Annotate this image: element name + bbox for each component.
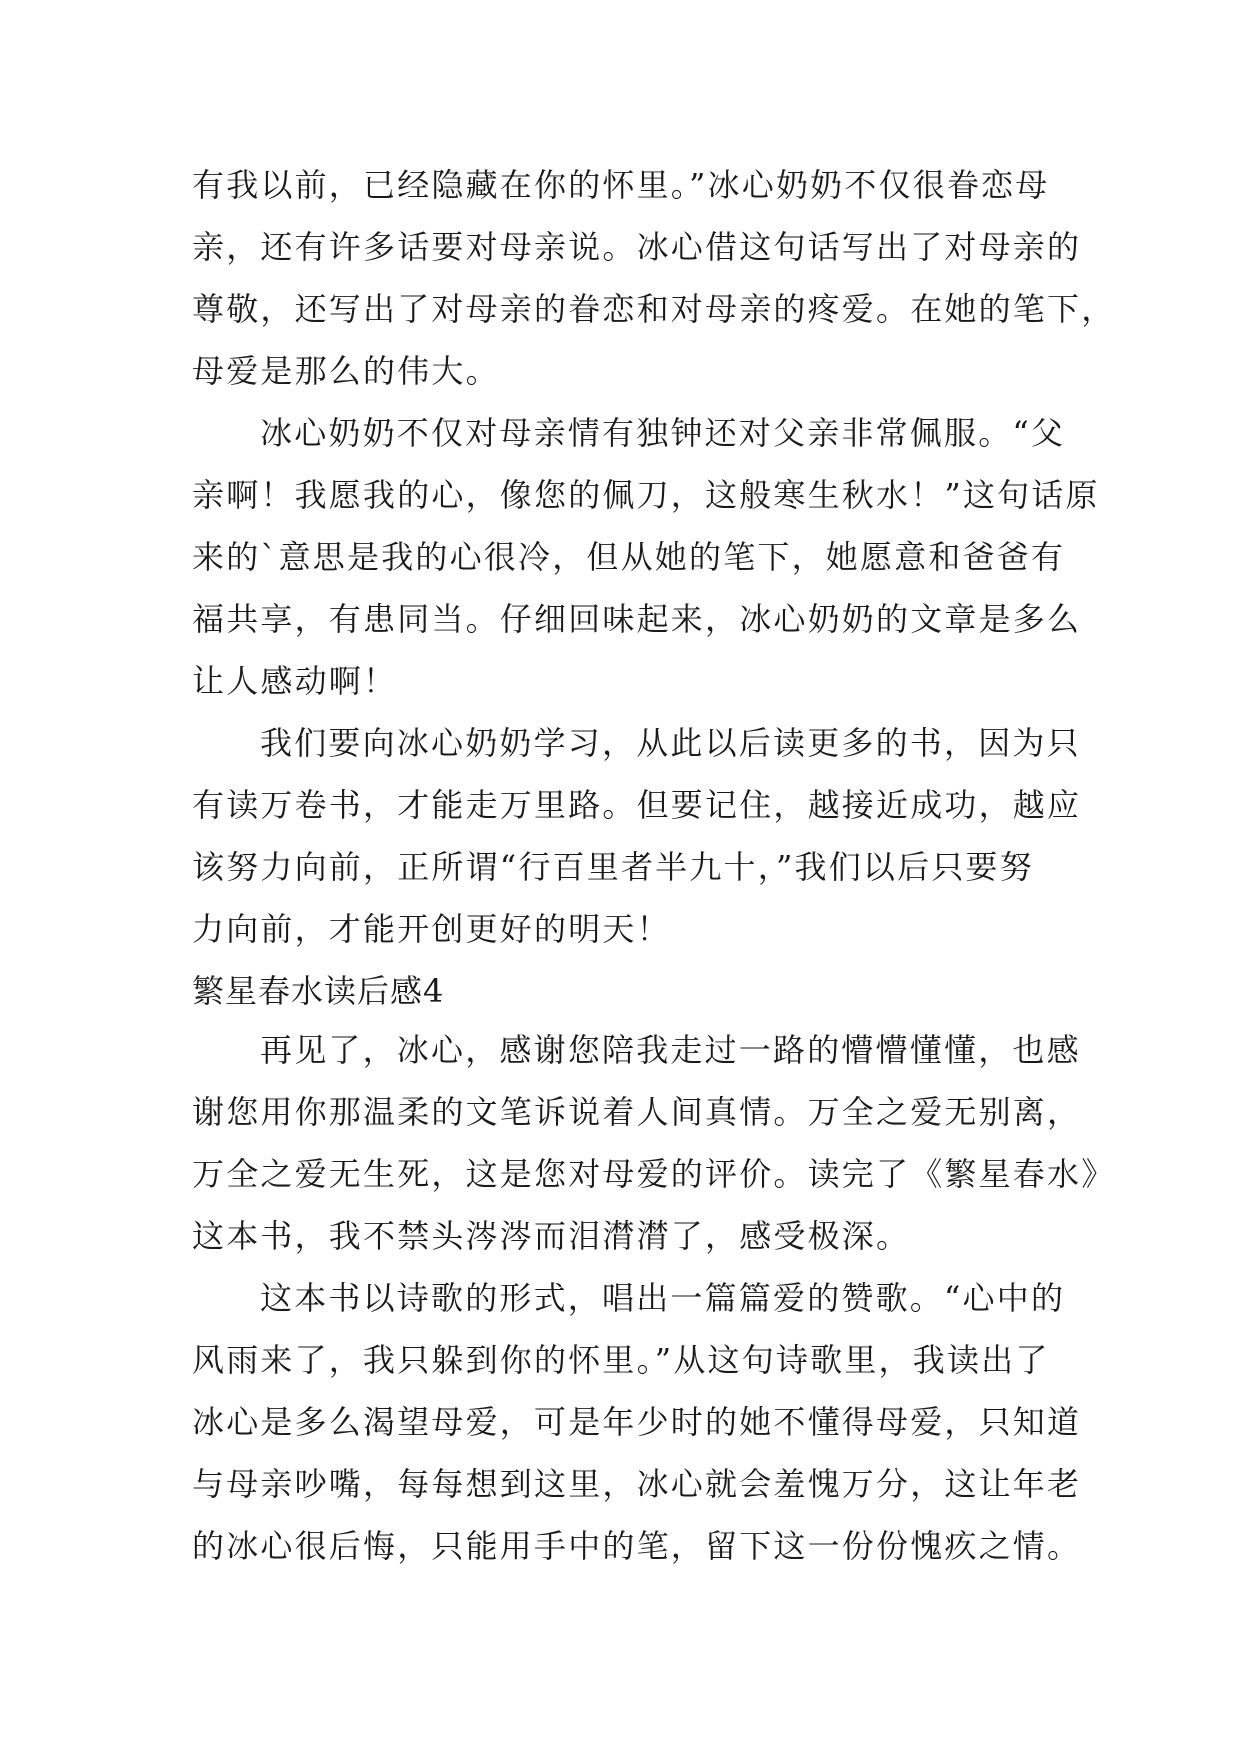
text-line: 这本书以诗歌的形式，唱出一篇篇爱的赞歌。“心中的 [260,1279,1066,1317]
text-line: 有我以前，已经隐藏在你的怀里。”冰心奶奶不仅很眷恋母 [192,166,1050,204]
text-line: 这本书，我不禁头涔涔而泪潸潸了，感受极深。 [192,1217,911,1255]
text-line: 再见了，冰心，感谢您陪我走过一路的懵懵懂懂，也感 [260,1031,1081,1069]
text-line: 该努力向前，正所谓“行百里者半九十，”我们以后只要努 [192,848,1034,886]
text-line: 我们要向冰心奶奶学习，从此以后读更多的书，因为只 [260,724,1081,762]
text-line: 有读万卷书，才能走万里路。但要记住，越接近成功，越应 [192,786,1082,824]
text-line: 来的`意思是我的心很冷，但从她的笔下，她愿意和爸爸有 [192,538,1066,576]
text-line: 与母亲吵嘴，每每想到这里，冰心就会羞愧万分，这让年老 [192,1465,1082,1503]
text-line: 福共享，有患同当。仔细回味起来，冰心奶奶的文章是多么 [192,600,1082,638]
section-heading: 繁星春水读后感4 [192,972,445,1010]
text-line: 力向前，才能开创更好的明天！ [192,910,671,948]
text-line: 母爱是那么的伟大。 [192,352,500,390]
text-line: 冰心奶奶不仅对母亲情有独钟还对父亲非常佩服。“父 [260,414,1066,452]
text-line: 谢您用你那温柔的文笔诉说着人间真情。万全之爱无别离， [192,1093,1082,1131]
essay-section-top [192,154,1116,960]
text-line: 万全之爱无生死，这是您对母爱的评价。读完了《繁星春水》 [192,1155,1116,1193]
text-line: 冰心是多么渴望母爱，可是年少时的她不懂得母爱，只知道 [192,1403,1082,1441]
text-line: 的冰心很后悔，只能用手中的笔，留下这一份份愧疚之情。 [192,1527,1082,1565]
text-line: 亲啊！我愿我的心，像您的佩刀，这般寒生秋水！”这句话原 [192,476,1100,514]
text-line: 让人感动啊！ [192,662,398,700]
text-line: 尊敬，还写出了对母亲的眷恋和对母亲的疼爱。在她的笔下， [192,290,1116,328]
text-line: 亲，还有许多话要对母亲说。冰心借这句话写出了对母亲的 [192,228,1082,266]
essay-section-bottom [192,1019,1116,1577]
text-line: 风雨来了，我只躲到你的怀里。”从这句诗歌里，我读出了 [192,1341,1050,1379]
